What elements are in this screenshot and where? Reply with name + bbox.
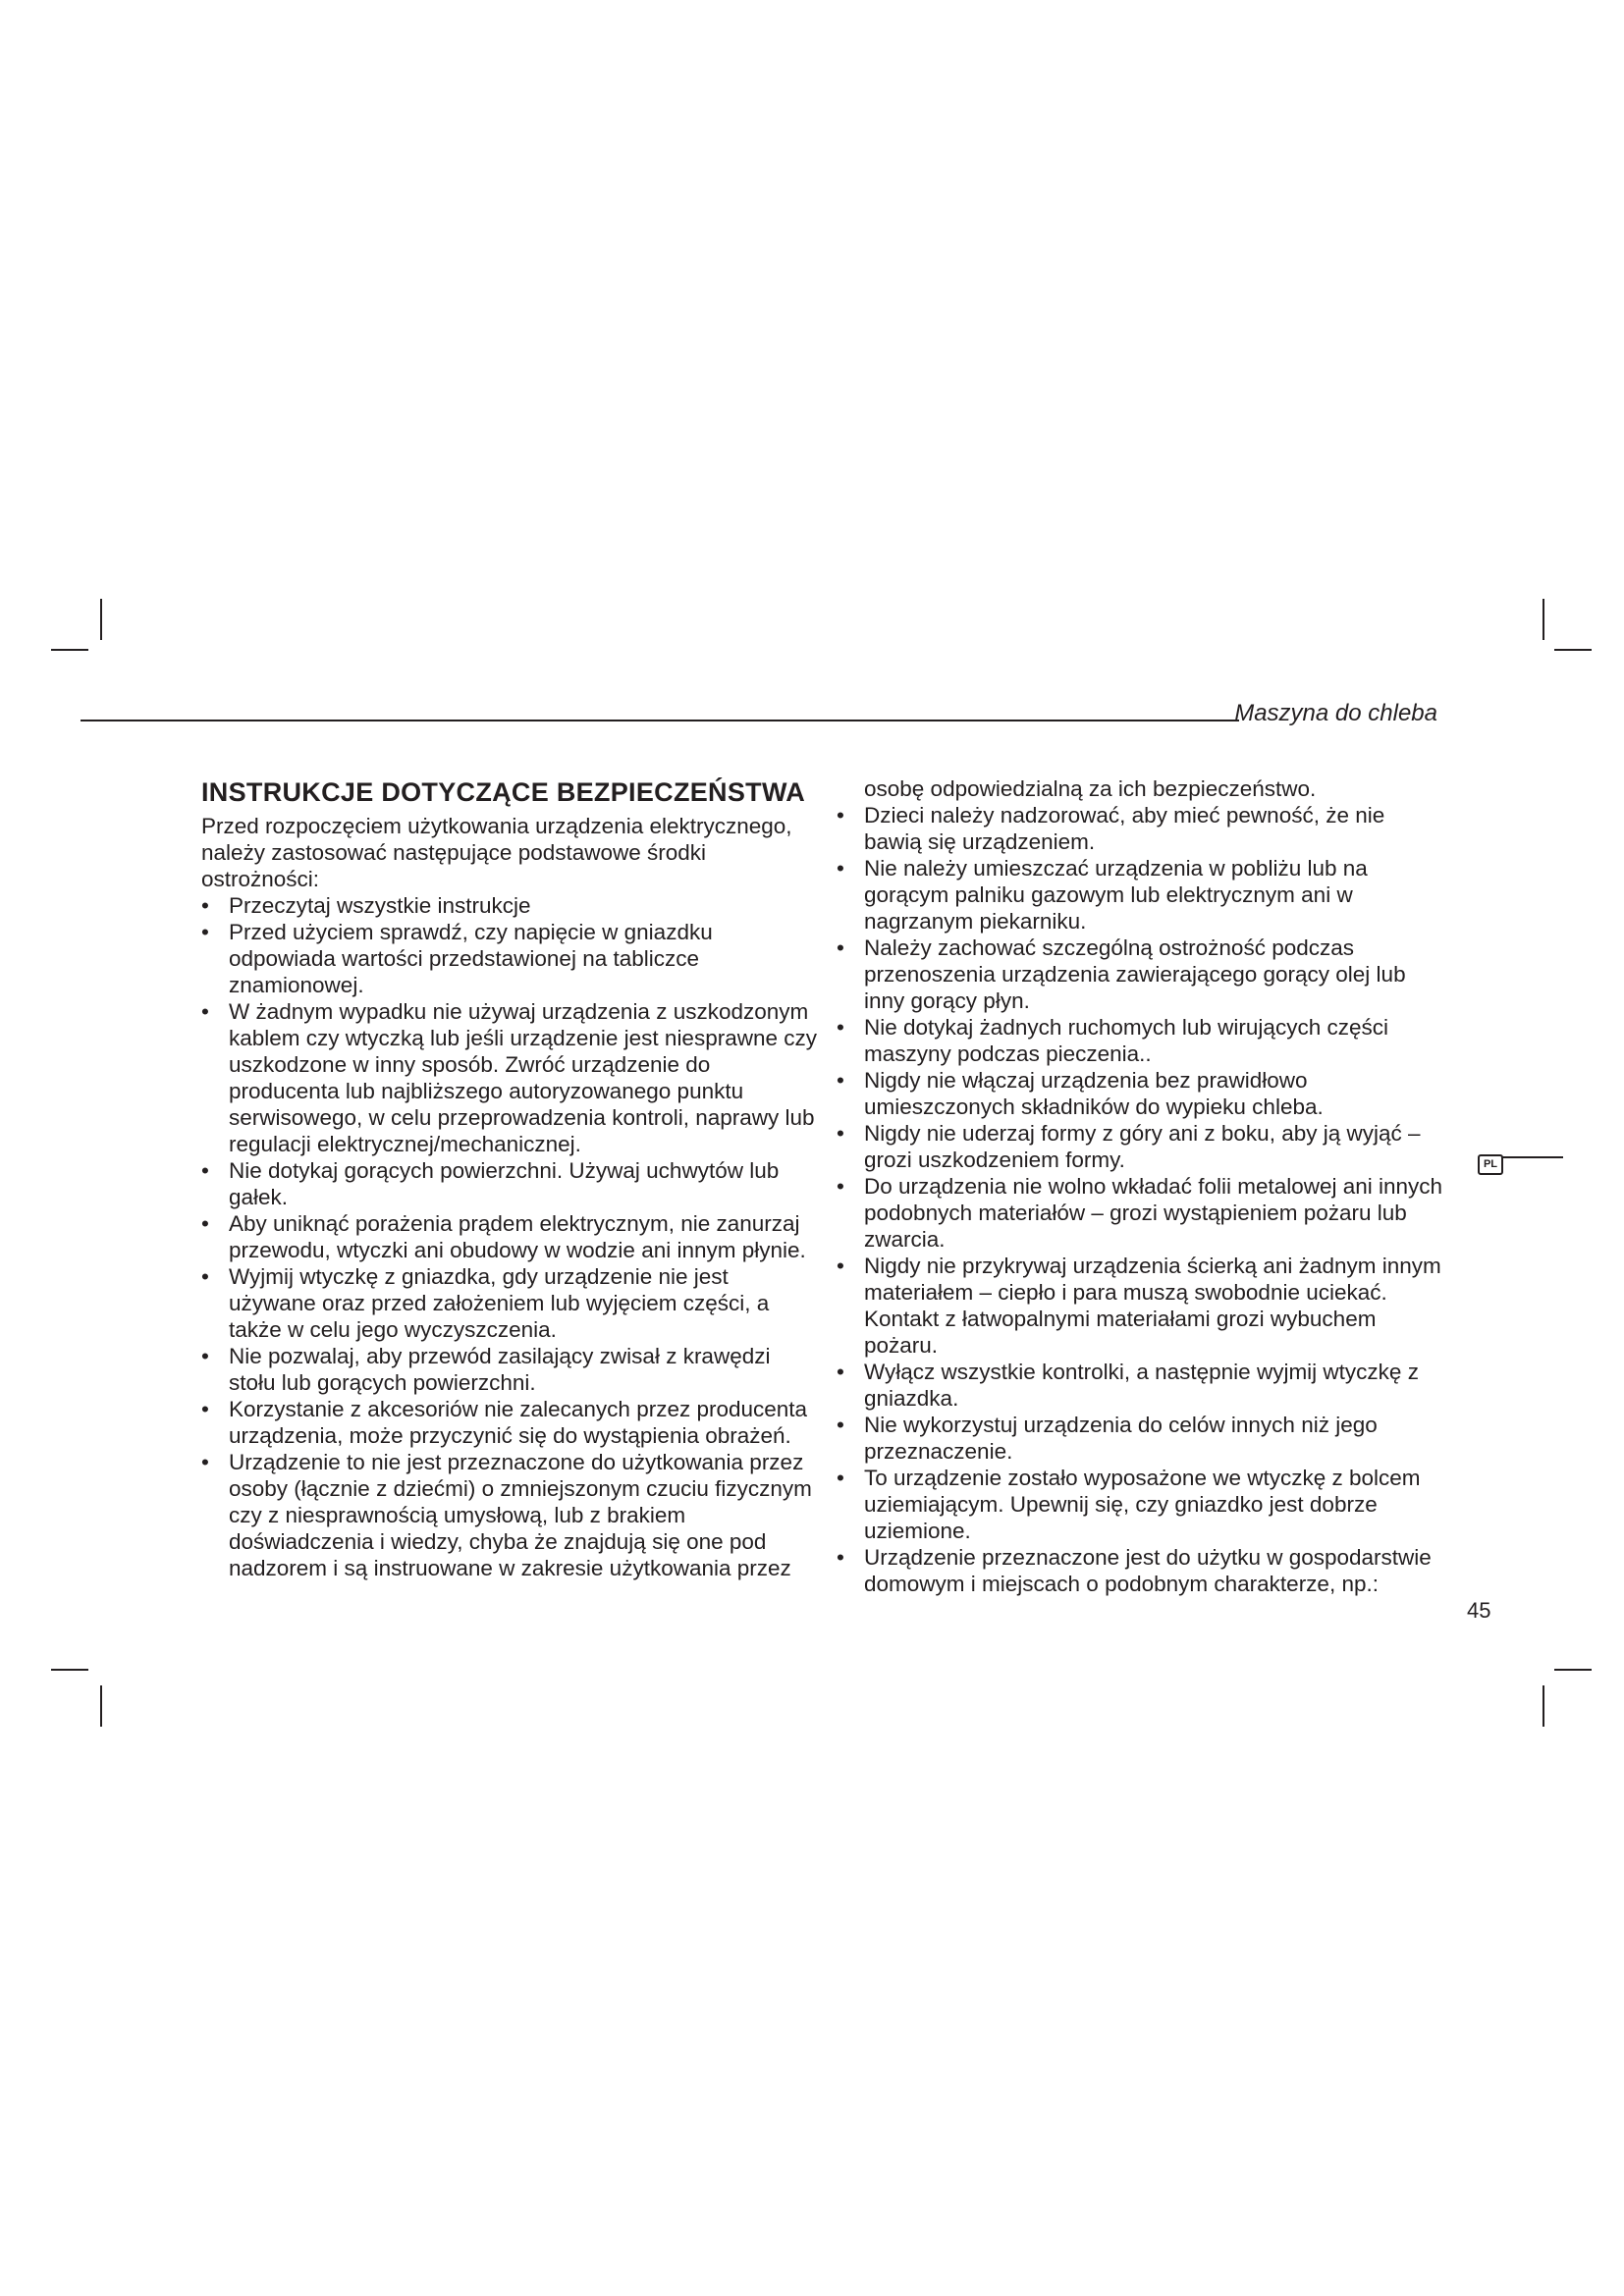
list-item: • Do urządzenia nie wolno wkładać folii metalowej ani innych podobnych materiałów – grozi wystąpieniem pożaru lub zwarcia. xyxy=(837,1173,1445,1253)
page-number: 45 xyxy=(1467,1598,1491,1623)
crop-mark-top-left-vertical xyxy=(100,599,102,640)
list-item: • Przeczytaj wszystkie instrukcje xyxy=(201,892,820,919)
list-item: • Nie dotykaj gorących powierzchni. Używaj uchwytów lub gałek. xyxy=(201,1157,820,1210)
intro-paragraph: Przed rozpoczęciem użytkowania urządzenia elektrycznego, należy zastosować następujące podstawowe środki ostrożności: xyxy=(201,814,792,891)
list-item: • Nie należy umieszczać urządzenia w pobliżu lub na gorącym palniku gazowym lub elektrycznym ani w nagrzanym piekarniku. xyxy=(837,855,1445,934)
list-item: • Nigdy nie przykrywaj urządzenia ścierką ani żadnym innym materiałem – ciepło i para muszą swobodnie uciekać. Kontakt z łatwopalnymi materiałami grozi wybuchem pożaru. xyxy=(837,1253,1445,1359)
language-badge: PL xyxy=(1478,1154,1503,1175)
list-item: • Aby uniknąć porażenia prądem elektrycznym, nie zanurzaj przewodu, wtyczki ani obudowy w wodzie ani innym płynie. xyxy=(201,1210,820,1263)
crop-mark-bottom-right-vertical xyxy=(1543,1685,1544,1727)
list-item: • Urządzenie to nie jest przeznaczone do użytkowania przez osoby (łącznie z dziećmi) o zmniejszonym czuciu fizycznym czy z niesprawnością umysłową, lub z brakiem doświadczenia i wiedzy, chyba że znajdują się one pod nadzorem i są instruowane w zakresie użytkowania przez xyxy=(201,1449,820,1581)
right-column xyxy=(837,775,1445,1597)
list-item: • W żadnym wypadku nie używaj urządzenia z uszkodzonym kablem czy wtyczką lub jeśli urządzenie jest niesprawne czy uszkodzone w inny sposób. Zwróć urządzenie do producenta lub najbliższego autoryzowanego punktu serwisowego, w celu przeprowadzenia kontroli, naprawy lub regulacji elektrycznej/mechanicznej. xyxy=(201,998,820,1157)
list-item: • Wyłącz wszystkie kontrolki, a następnie wyjmij wtyczkę z gniazdka. xyxy=(837,1359,1445,1412)
list-item: • Wyjmij wtyczkę z gniazdka, gdy urządzenie nie jest używane oraz przed założeniem lub wyjęciem części, a także w celu jego wyczyszczenia. xyxy=(201,1263,820,1343)
crop-mark-top-right-vertical xyxy=(1543,599,1544,640)
safety-list-left xyxy=(201,892,820,1581)
running-header-title: Maszyna do chleba xyxy=(1234,700,1437,726)
header-rule xyxy=(81,720,1239,721)
list-item: • Nie pozwalaj, aby przewód zasilający zwisał z krawędzi stołu lub gorących powierzchni. xyxy=(201,1343,820,1396)
crop-mark-top-left-horizontal xyxy=(51,649,88,651)
list-item: • Nie wykorzystuj urządzenia do celów innych niż jego przeznaczenie. xyxy=(837,1412,1445,1465)
crop-mark-bottom-left-horizontal xyxy=(51,1669,88,1671)
crop-mark-bottom-left-vertical xyxy=(100,1685,102,1727)
list-item: • Urządzenie przeznaczone jest do użytku w gospodarstwie domowym i miejscach o podobnym charakterze, np.: xyxy=(837,1544,1445,1597)
list-item: • Nie dotykaj żadnych ruchomych lub wirujących części maszyny podczas pieczenia.. xyxy=(837,1014,1445,1067)
list-item: • Korzystanie z akcesoriów nie zalecanych przez producenta urządzenia, może przyczynić się do wystąpienia obrażeń. xyxy=(201,1396,820,1449)
list-item: • Nigdy nie uderzaj formy z góry ani z boku, aby ją wyjąć – grozi uszkodzeniem formy. xyxy=(837,1120,1445,1173)
safety-list-right xyxy=(837,802,1445,1597)
section-title: INSTRUKCJE DOTYCZĄCE BEZPIECZEŃSTWA xyxy=(201,777,806,807)
left-column xyxy=(201,775,820,1581)
language-tab-rule xyxy=(1502,1156,1563,1158)
crop-mark-top-right-horizontal xyxy=(1554,649,1592,651)
continued-text: osobę odpowiedzialną za ich bezpieczeństwo. xyxy=(864,776,1317,801)
list-item: • To urządzenie zostało wyposażone we wtyczkę z bolcem uziemiającym. Upewnij się, czy gniazdko jest dobrze uziemione. xyxy=(837,1465,1445,1544)
list-item: • Należy zachować szczególną ostrożność podczas przenoszenia urządzenia zawierającego gorący olej lub inny gorący płyn. xyxy=(837,934,1445,1014)
list-item: • Nigdy nie włączaj urządzenia bez prawidłowo umieszczonych składników do wypieku chleba. xyxy=(837,1067,1445,1120)
list-item: • Przed użyciem sprawdź, czy napięcie w gniazdku odpowiada wartości przedstawionej na tabliczce znamionowej. xyxy=(201,919,820,998)
crop-mark-bottom-right-horizontal xyxy=(1554,1669,1592,1671)
list-item: • Dzieci należy nadzorować, aby mieć pewność, że nie bawią się urządzeniem. xyxy=(837,802,1445,855)
